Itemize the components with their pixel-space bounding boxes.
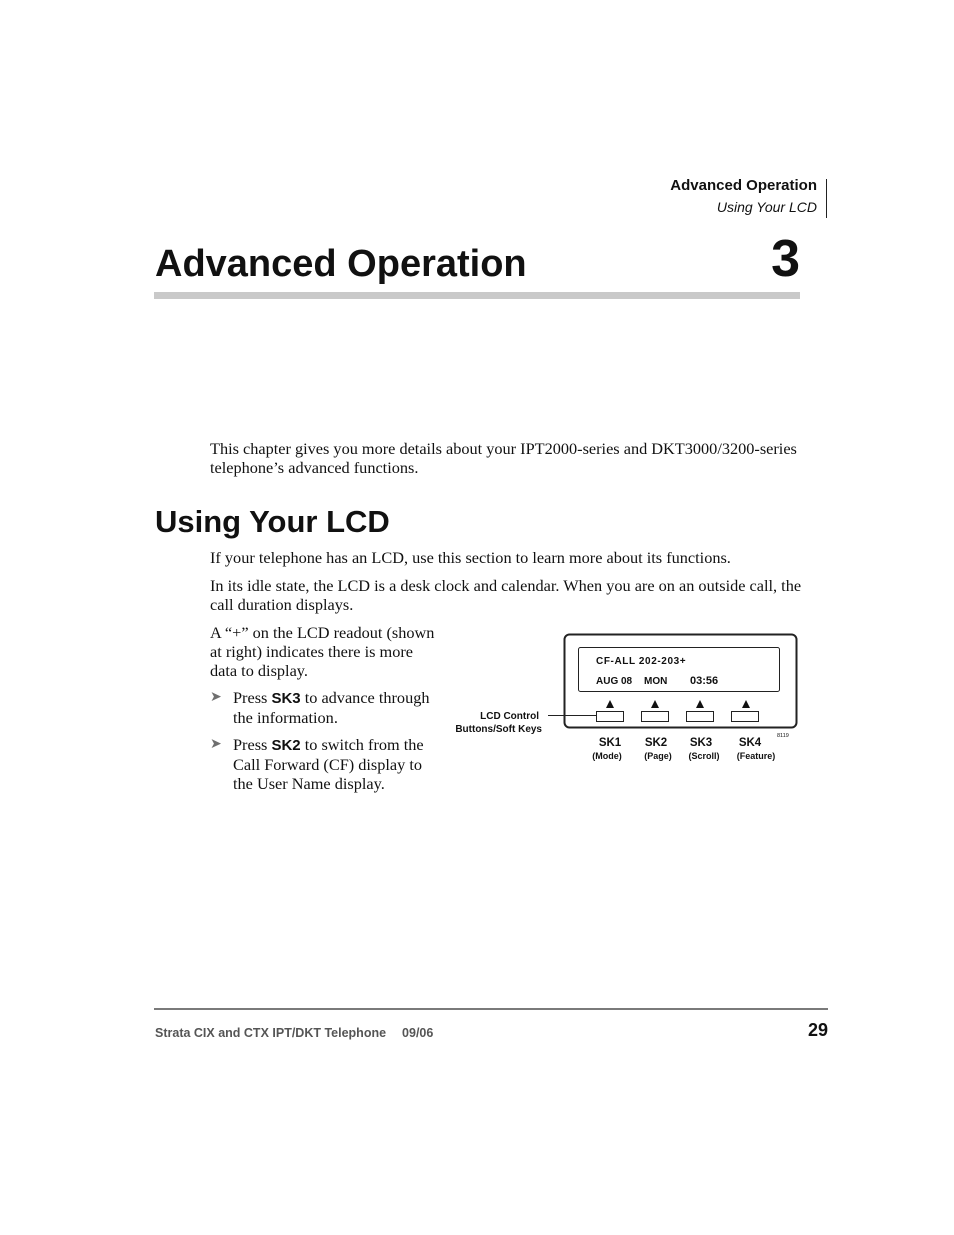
chapter-number: 3 <box>771 230 800 288</box>
figure-id: 8119 <box>777 733 789 739</box>
footer-doc-info <box>155 1026 433 1040</box>
bullet-item-sk2 <box>210 735 442 793</box>
soft-key-sublabel: (Feature) <box>736 751 776 761</box>
soft-key-sublabel: (Mode) <box>592 751 622 761</box>
chapter-title: Advanced Operation <box>155 243 527 285</box>
footer-doc-title: Strata CIX and CTX IPT/DKT Telephone <box>155 1026 387 1040</box>
lcd-line-1: CF-ALL 202-203+ <box>596 656 687 667</box>
page-number: 29 <box>807 1020 828 1040</box>
footer-date: 09/06 <box>402 1026 434 1040</box>
callout-label-line-2: Buttons/Soft Keys <box>455 724 542 735</box>
arrow-bullet-icon: ➤ <box>210 737 222 752</box>
section-title: Using Your LCD <box>155 504 390 539</box>
arrow-bullet-icon: ➤ <box>210 690 222 705</box>
bullet-text: Press SK2 to switch from the Call Forward (CF) display to the User Name display. <box>233 735 424 793</box>
footer-rule <box>154 1008 828 1010</box>
lcd-day: MON <box>644 676 668 687</box>
callout-label-line-1: LCD Control <box>480 711 539 722</box>
running-head <box>670 176 817 218</box>
soft-key-reference: SK2 <box>271 737 301 754</box>
soft-key-sublabel: (Page) <box>644 751 672 761</box>
body-paragraph: If your telephone has an LCD, use this section to learn more about its functions. <box>210 548 731 567</box>
lcd-diagram <box>440 628 810 773</box>
soft-key-label: SK4 <box>738 737 762 749</box>
soft-key-label: SK2 <box>644 737 668 749</box>
body-paragraph: A “+” on the LCD readout (shown at right) indicates there is more data to display. <box>210 623 435 680</box>
bullet-item-sk3 <box>210 688 442 727</box>
soft-key-button <box>642 712 669 722</box>
soft-key-label: SK3 <box>689 737 713 749</box>
running-head-subtitle: Using Your LCD <box>716 199 817 215</box>
soft-key-label: SK1 <box>598 737 622 749</box>
bullet-text: Press SK3 to advance through the information. <box>233 688 430 727</box>
soft-key-button <box>732 712 759 722</box>
running-head-title: Advanced Operation <box>670 177 817 194</box>
lcd-time: 03:56 <box>690 675 719 687</box>
soft-key-sublabel: (Scroll) <box>688 751 720 761</box>
body-paragraph: In its idle state, the LCD is a desk clock and calendar. When you are on an outside call, the call duration displays. <box>210 576 802 614</box>
chapter-rule <box>154 292 800 299</box>
soft-key-button <box>597 712 624 722</box>
soft-key-reference: SK3 <box>271 690 301 707</box>
lcd-figure <box>440 628 810 773</box>
intro-paragraph: This chapter gives you more details about your IPT2000-series and DKT3000/3200-series telephone’s advanced functions. <box>210 439 797 477</box>
soft-key-button <box>687 712 714 722</box>
running-head-rule <box>826 179 827 218</box>
lcd-date: AUG 08 <box>596 676 633 687</box>
